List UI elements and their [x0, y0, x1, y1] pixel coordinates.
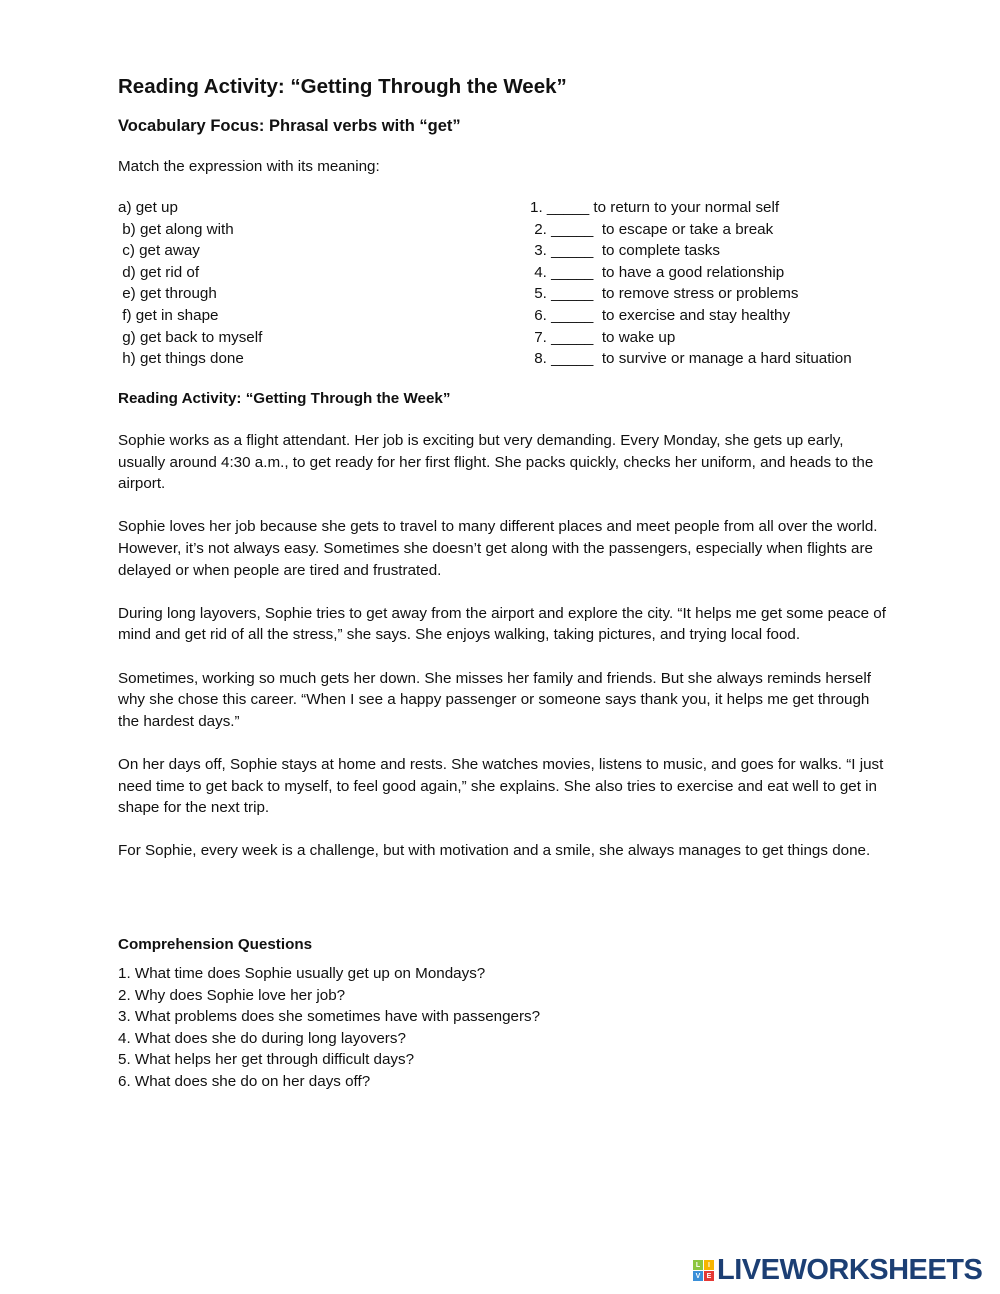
answer-blank[interactable]: _____ [551, 306, 594, 324]
meaning-text: to exercise and stay healthy [597, 306, 791, 324]
meaning-text: to have a good relationship [597, 263, 785, 281]
question-item: 6. What does she do on her days off? [118, 1072, 371, 1090]
meaning-item [530, 348, 852, 370]
meaning-number: 7. [530, 328, 547, 346]
meaning-number: 3. [530, 242, 547, 260]
meanings-list [530, 197, 852, 370]
question-item: 5. What helps her get through difficult days? [118, 1051, 415, 1069]
meaning-item [530, 305, 852, 327]
answer-blank[interactable]: _____ [551, 285, 594, 303]
meaning-number: 8. [530, 350, 547, 368]
paragraph: Sophie loves her job because she gets to travel to many different places and meet people from all over the world. However, it’s not always easy. Sometimes she doesn’t get along with the passengers, especially when flights are delayed or when people are tired and frustrated. [118, 518, 878, 579]
meaning-text: to escape or take a break [597, 220, 774, 238]
answer-blank[interactable]: _____ [551, 263, 594, 281]
expressions-list [118, 197, 262, 370]
vocab-heading: Vocabulary Focus: Phrasal verbs with “get” [118, 117, 461, 135]
meaning-number: 6. [530, 306, 547, 324]
expression-item: a) get up [118, 199, 178, 216]
meaning-item [530, 262, 852, 284]
meaning-item [530, 327, 852, 349]
meaning-item [530, 219, 852, 241]
expression-item: d) get rid of [118, 263, 200, 281]
expression-item: g) get back to myself [118, 328, 263, 346]
meaning-item [530, 240, 852, 262]
meaning-number: 2. [530, 220, 547, 238]
reading-text [118, 430, 888, 883]
logo-tile: E [704, 1271, 714, 1281]
expression-item: c) get away [118, 242, 200, 260]
paragraph: On her days off, Sophie stays at home and rests. She watches movies, listens to music, and goes for walks. “I just need time to get back to myself, to feel good again,” she explains. She also tries to exercise and eat well to get in shape for the next trip. [118, 755, 884, 817]
logo-tiles-icon [693, 1260, 714, 1281]
meaning-text: to wake up [597, 328, 676, 346]
logo-tile: I [704, 1260, 714, 1270]
meaning-text: to remove stress or problems [597, 285, 799, 303]
meaning-item [530, 283, 852, 305]
answer-blank[interactable]: _____ [546, 199, 590, 216]
logo-tile: L [693, 1260, 703, 1270]
question-item: 2. Why does Sophie love her job? [118, 986, 346, 1004]
paragraph: Sophie works as a flight attendant. Her job is exciting but very demanding. Every Monday, she gets up early, usually around 4:30 a.m., to get ready for her first flight. She packs quickly, checks her uniform, and heads to the airport. [118, 432, 874, 493]
meaning-item [530, 197, 852, 219]
question-item: 4. What does she do during long layovers? [118, 1029, 406, 1047]
paragraph: Sometimes, working so much gets her down. She misses her family and friends. But she always reminds herself why she chose this career. “When I see a happy passenger or someone says thank you, it helps me get through the hardest days.” [118, 669, 871, 730]
meaning-number: 1. [530, 199, 543, 216]
answer-blank[interactable]: _____ [551, 328, 594, 346]
page-title: Reading Activity: “Getting Through the Week” [118, 75, 567, 98]
questions-heading: Comprehension Questions [118, 936, 313, 953]
meaning-text: to complete tasks [597, 242, 720, 260]
answer-blank[interactable]: _____ [551, 220, 594, 238]
meaning-number: 5. [530, 285, 547, 303]
logo-tile: V [693, 1271, 703, 1281]
expression-item: h) get things done [118, 350, 244, 368]
expression-item: b) get along with [118, 220, 234, 238]
liveworksheets-logo [693, 1254, 982, 1287]
answer-blank[interactable]: _____ [551, 242, 594, 260]
expression-item: e) get through [118, 285, 217, 303]
meaning-text: to survive or manage a hard situation [597, 350, 852, 368]
meaning-number: 4. [530, 263, 547, 281]
answer-blank[interactable]: _____ [551, 350, 594, 368]
question-item: 3. What problems does she sometimes have with passengers? [118, 1008, 541, 1026]
paragraph: For Sophie, every week is a challenge, but with motivation and a smile, she always manages to get things done. [118, 842, 871, 860]
logo-text: LIVEWORKSHEETS [717, 1254, 983, 1286]
paragraph: During long layovers, Sophie tries to get away from the airport and explore the city. “It helps me get some peace of mind and get rid of all the stress,” she says. She enjoys walking, taking pictures, and trying local food. [118, 604, 886, 644]
expression-item: f) get in shape [118, 306, 219, 324]
question-item: 1. What time does Sophie usually get up on Mondays? [118, 965, 486, 982]
instruction: Match the expression with its meaning: [118, 158, 380, 175]
meaning-text: to return to your normal self [593, 199, 780, 216]
reading-heading: Reading Activity: “Getting Through the Week” [118, 390, 451, 407]
questions-list [118, 963, 540, 1093]
